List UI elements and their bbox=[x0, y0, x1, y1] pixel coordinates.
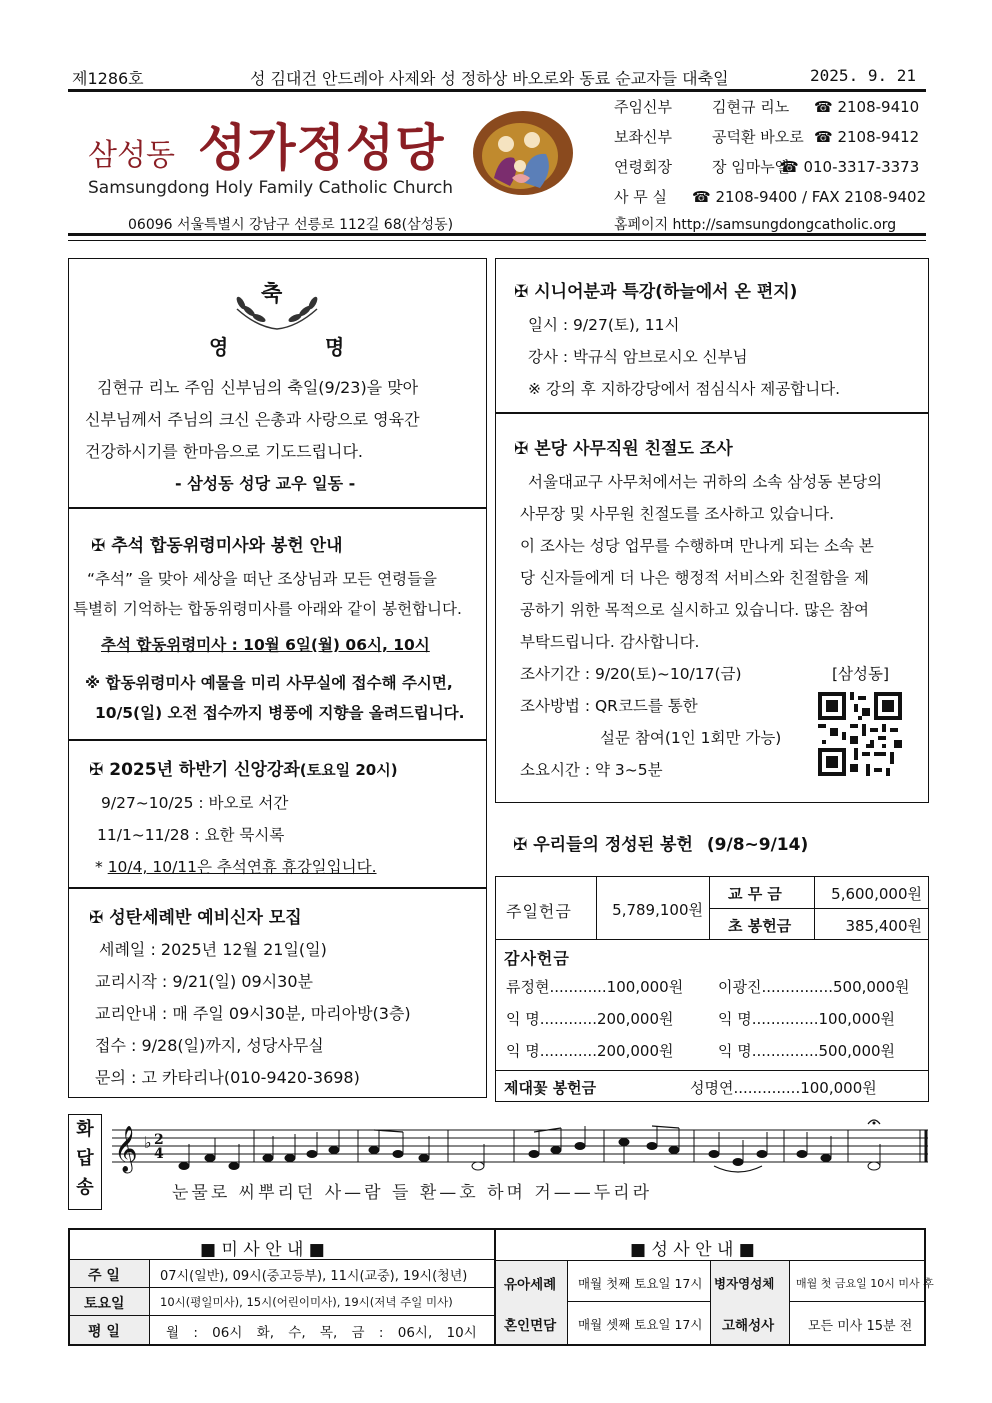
mass-row-label: 평 일 bbox=[88, 1324, 120, 1340]
congrats-char: 영 bbox=[209, 335, 229, 359]
congrats-text: 건강하시기를 한마음으로 기도드립니다. bbox=[85, 442, 364, 461]
sacrament-value: 매월 셋째 토요일 17시 bbox=[578, 1317, 703, 1332]
offering-title bbox=[513, 830, 808, 855]
chuseok-note: 10/5(일) 오전 접수까지 병풍에 지향을 올려드립니다. bbox=[95, 704, 465, 722]
mass-row bbox=[70, 1260, 496, 1288]
sacrament-header bbox=[496, 1230, 924, 1260]
staff-phone: ☎ 2108-9400 / FAX 2108-9402 bbox=[692, 188, 927, 206]
offering-cell bbox=[814, 876, 929, 909]
lecture-note-prefix: * bbox=[95, 858, 108, 876]
mass-row bbox=[70, 1288, 496, 1316]
sacrament-value: 매월 첫째 토요일 17시 bbox=[578, 1276, 703, 1291]
survey-text: 이 조사는 성당 업무를 수행하며 만나게 되는 소속 본 bbox=[520, 537, 874, 555]
holy-family-logo-icon bbox=[470, 108, 576, 198]
section-title bbox=[89, 755, 398, 780]
mass-header bbox=[70, 1230, 496, 1260]
gyomu-amount: 5,600,000원 bbox=[831, 885, 922, 903]
mass-row-value: 07시(일반), 09시(중고등부), 11시(교중), 19시(청년) bbox=[160, 1269, 468, 1284]
chuseok-mass-time: 추석 합동위령미사 : 10월 6일(월) 06시, 10시 bbox=[101, 636, 430, 654]
staff-role: 사 무 실 bbox=[614, 188, 668, 206]
chuseok-text: “추석” 을 맞아 세상을 떠난 조상님과 모든 연령들을 bbox=[87, 570, 438, 588]
lecture-box bbox=[68, 740, 487, 888]
cross-icon: ✠ bbox=[514, 439, 529, 459]
section-title-sub: (토요일 20시) bbox=[299, 761, 398, 779]
section-title-text: 본당 사무직원 친절도 조사 bbox=[534, 439, 733, 459]
altar-offering-entry: 성명연..............100,000원 bbox=[690, 1079, 877, 1097]
staff-name: 공덕환 바오로 bbox=[712, 128, 804, 146]
sacrament-row bbox=[496, 1302, 924, 1344]
staff-row bbox=[614, 122, 924, 152]
feast-title: 성 김대건 안드레아 사제와 성 정하상 바오로와 동료 순교자들 대축일 bbox=[250, 69, 729, 88]
brand-title: 성가정성당 bbox=[198, 118, 445, 177]
cross-icon: ✠ bbox=[513, 835, 528, 855]
survey-text: 사무장 및 사무원 친절도를 조사하고 있습니다. bbox=[520, 505, 835, 523]
hymn-label-char: 송 bbox=[76, 1177, 94, 1198]
thanks-entry: 익 명............200,000원 bbox=[506, 1042, 674, 1060]
offering-period: (9/8~9/14) bbox=[706, 835, 809, 855]
lecture-item: 11/1~11/28 : 요한 묵시록 bbox=[97, 826, 285, 844]
staff-row bbox=[614, 92, 924, 122]
offering-cell bbox=[709, 908, 815, 940]
senior-item: 강사 : 박규식 암브로시오 신부님 bbox=[528, 348, 748, 366]
sunday-offering-amount: 5,789,100원 bbox=[612, 901, 703, 919]
mass-row-label: 주 일 bbox=[88, 1268, 120, 1284]
senior-note: ※ 강의 후 지하강당에서 점심식사 제공합니다. bbox=[528, 380, 841, 398]
lecture-item: 9/27~10/25 : 바오로 서간 bbox=[101, 794, 289, 812]
section-title-text: 시니어분과 특강(하늘에서 온 편지) bbox=[534, 282, 798, 302]
sacrament-label: 병자영성체 bbox=[714, 1276, 775, 1291]
sacrament-value: 매월 첫 금요일 10시 미사 후 bbox=[796, 1277, 934, 1290]
sacrament-info-title: ■ 성 사 안 내 ■ bbox=[630, 1240, 755, 1260]
masthead-top-line bbox=[68, 66, 926, 92]
issue-number: 제1286호 bbox=[72, 69, 144, 88]
thanks-entry: 익 명..............100,000원 bbox=[718, 1010, 896, 1028]
staff-role: 보좌신부 bbox=[614, 128, 672, 146]
congrats-text: 김현규 리노 주임 신부님의 축일(9/23)을 맞아 bbox=[97, 378, 419, 397]
hymn-lyrics: 눈물로 씨뿌리던 사—람 들 환—호 하며 거——두리라 bbox=[172, 1183, 653, 1203]
staff-name: 장 임마누엘 bbox=[712, 158, 790, 176]
congrats-char: 명 bbox=[325, 335, 345, 359]
publication-date: 2025. 9. 21 bbox=[810, 66, 916, 85]
staff-role: 주임신부 bbox=[614, 98, 672, 116]
chuseok-note: ※ 합동위령미사 예물을 미리 사무실에 접수해 주시면, bbox=[85, 674, 453, 692]
thanks-offering-block bbox=[495, 939, 929, 1071]
svg-text:𝄞: 𝄞 bbox=[114, 1126, 138, 1172]
survey-text: 서울대교구 사무처에서는 귀하의 소속 삼성동 본당의 bbox=[528, 473, 883, 491]
offering-title-text: 우리들의 정성된 봉헌 bbox=[533, 835, 693, 855]
section-title bbox=[89, 903, 302, 928]
hymn-label-char: 화 bbox=[76, 1119, 94, 1140]
survey-method: 설문 참여(1인 1회만 가능) bbox=[600, 729, 782, 747]
hymn-label-char: 답 bbox=[76, 1148, 94, 1169]
cross-icon: ✠ bbox=[514, 282, 529, 302]
candle-offering-label: 초 봉헌금 bbox=[728, 917, 792, 935]
staff-directory bbox=[614, 92, 927, 212]
thanks-entry: 익 명..............500,000원 bbox=[718, 1042, 896, 1060]
divider bbox=[68, 240, 926, 241]
congrats-box bbox=[68, 258, 487, 508]
altar-offering-label: 제대꽃 봉헌금 bbox=[504, 1079, 597, 1097]
staff-row bbox=[614, 152, 924, 182]
sacrament-label: 혼인면담 bbox=[504, 1318, 557, 1334]
staff-phone: ☎ 010-3317-3373 bbox=[780, 158, 920, 176]
chuseok-box bbox=[68, 508, 487, 740]
baptism-item: 문의 : 고 카타리나(010-9420-3698) bbox=[95, 1068, 360, 1087]
section-title-text: 추석 합동위령미사와 봉헌 안내 bbox=[111, 536, 343, 556]
section-title-text: 2025년 하반기 신앙강좌 bbox=[109, 760, 300, 780]
baptism-item: 접수 : 9/28(일)까지, 성당사무실 bbox=[95, 1036, 324, 1055]
sacrament-label: 고해성사 bbox=[722, 1318, 775, 1334]
staff-role: 연령회장 bbox=[614, 158, 672, 176]
sacrament-label: 유아세례 bbox=[504, 1277, 557, 1293]
section-title bbox=[91, 531, 343, 556]
baptism-box bbox=[68, 888, 487, 1098]
sunday-offering-label: 주일헌금 bbox=[506, 902, 572, 921]
baptism-item: 세례일 : 2025년 12월 21일(일) bbox=[99, 940, 327, 959]
staff-name: 김현규 리노 bbox=[712, 98, 790, 116]
mass-row-label: 토요일 bbox=[84, 1296, 125, 1312]
sacrament-row bbox=[496, 1260, 934, 1302]
offering-cell bbox=[596, 876, 710, 940]
altar-offering-row bbox=[495, 1070, 929, 1102]
thanks-offering-label: 감사헌금 bbox=[504, 949, 570, 968]
offering-cell bbox=[709, 876, 815, 909]
svg-text:2: 2 bbox=[154, 1132, 164, 1148]
survey-method: 조사방법 : QR코드를 통한 bbox=[520, 697, 698, 715]
senior-item: 일시 : 9/27(토), 11시 bbox=[528, 316, 680, 334]
mass-row-value: 10시(평일미사), 15시(어린이미사), 19시(저녁 주일 미사) bbox=[160, 1295, 453, 1309]
address: 06096 서울특별시 강남구 선릉로 112길 68(삼성동) bbox=[128, 217, 454, 233]
thanks-entry: 익 명............200,000원 bbox=[506, 1010, 674, 1028]
offering-cell bbox=[814, 908, 929, 940]
survey-duration: 소요시간 : 약 3~5분 bbox=[520, 761, 663, 779]
mass-row bbox=[70, 1316, 496, 1344]
svg-text:4: 4 bbox=[154, 1146, 164, 1162]
survey-box bbox=[495, 413, 929, 803]
baptism-item: 교리시작 : 9/21(일) 09시30분 bbox=[95, 972, 313, 991]
survey-text: 공하기 위한 목적으로 실시하고 있습니다. 많은 참여 bbox=[520, 601, 869, 619]
cross-icon: ✠ bbox=[89, 908, 104, 928]
mass-row-value: 월 : 06시 화, 수, 목, 금 : 06시, 10시 bbox=[166, 1325, 477, 1341]
congrats-text: 신부님께서 주님의 크신 은총과 사랑으로 영육간 bbox=[85, 410, 420, 429]
brand-english: Samsungdong Holy Family Catholic Church bbox=[88, 178, 454, 198]
chuseok-text: 특별히 기억하는 합동위령미사를 아래와 같이 봉헌합니다. bbox=[73, 600, 462, 618]
offering-cell bbox=[495, 876, 597, 940]
sacrament-value: 모든 미사 15분 전 bbox=[808, 1319, 913, 1334]
lecture-note-text: 10/4, 10/11은 추석연휴 휴강일입니다. bbox=[107, 858, 377, 876]
baptism-item: 교리안내 : 매 주일 09시30분, 마리아방(3층) bbox=[95, 1004, 411, 1023]
survey-text: 부탁드립니다. 감사합니다. bbox=[520, 633, 700, 651]
staff-phone: ☎ 2108-9412 bbox=[814, 128, 920, 146]
thanks-entry: 이광진...............500,000원 bbox=[718, 978, 910, 996]
candle-offering-amount: 385,400원 bbox=[845, 917, 922, 935]
staff-phone: ☎ 2108-9410 bbox=[814, 98, 920, 116]
cross-icon: ✠ bbox=[91, 536, 106, 556]
thanks-entry: 류정현............100,000원 bbox=[506, 978, 684, 996]
schedule-table bbox=[68, 1228, 934, 1346]
homepage-link[interactable]: 홈페이지 http://samsungdongcatholic.org bbox=[614, 217, 897, 233]
mass-info-title: ■ 미 사 안 내 ■ bbox=[200, 1240, 325, 1260]
congrats-char: 축 bbox=[261, 282, 283, 307]
svg-text:♭: ♭ bbox=[144, 1133, 152, 1152]
senior-lecture-box bbox=[495, 258, 929, 413]
music-staff-icon bbox=[68, 1114, 930, 1210]
staff-row bbox=[614, 182, 927, 212]
cross-icon: ✠ bbox=[89, 760, 104, 780]
section-title bbox=[514, 277, 797, 302]
survey-tag: [삼성동] bbox=[832, 665, 890, 683]
section-title bbox=[514, 434, 733, 459]
congrats-signature: - 삼성동 성당 교우 일동 - bbox=[175, 474, 356, 493]
gyomu-label: 교 무 금 bbox=[728, 885, 782, 903]
survey-period: 조사기간 : 9/20(토)~10/17(금) bbox=[520, 665, 742, 683]
qr-code-icon[interactable] bbox=[818, 692, 902, 776]
brand-small: 삼성동 bbox=[88, 138, 175, 173]
survey-text: 당 신자들에게 더 나은 행정적 서비스와 친절함을 제 bbox=[520, 569, 869, 587]
section-title-text: 성탄세례반 예비신자 모집 bbox=[109, 908, 302, 928]
address-line bbox=[68, 212, 926, 236]
lecture-note bbox=[95, 855, 377, 877]
offering-table bbox=[495, 876, 929, 1102]
